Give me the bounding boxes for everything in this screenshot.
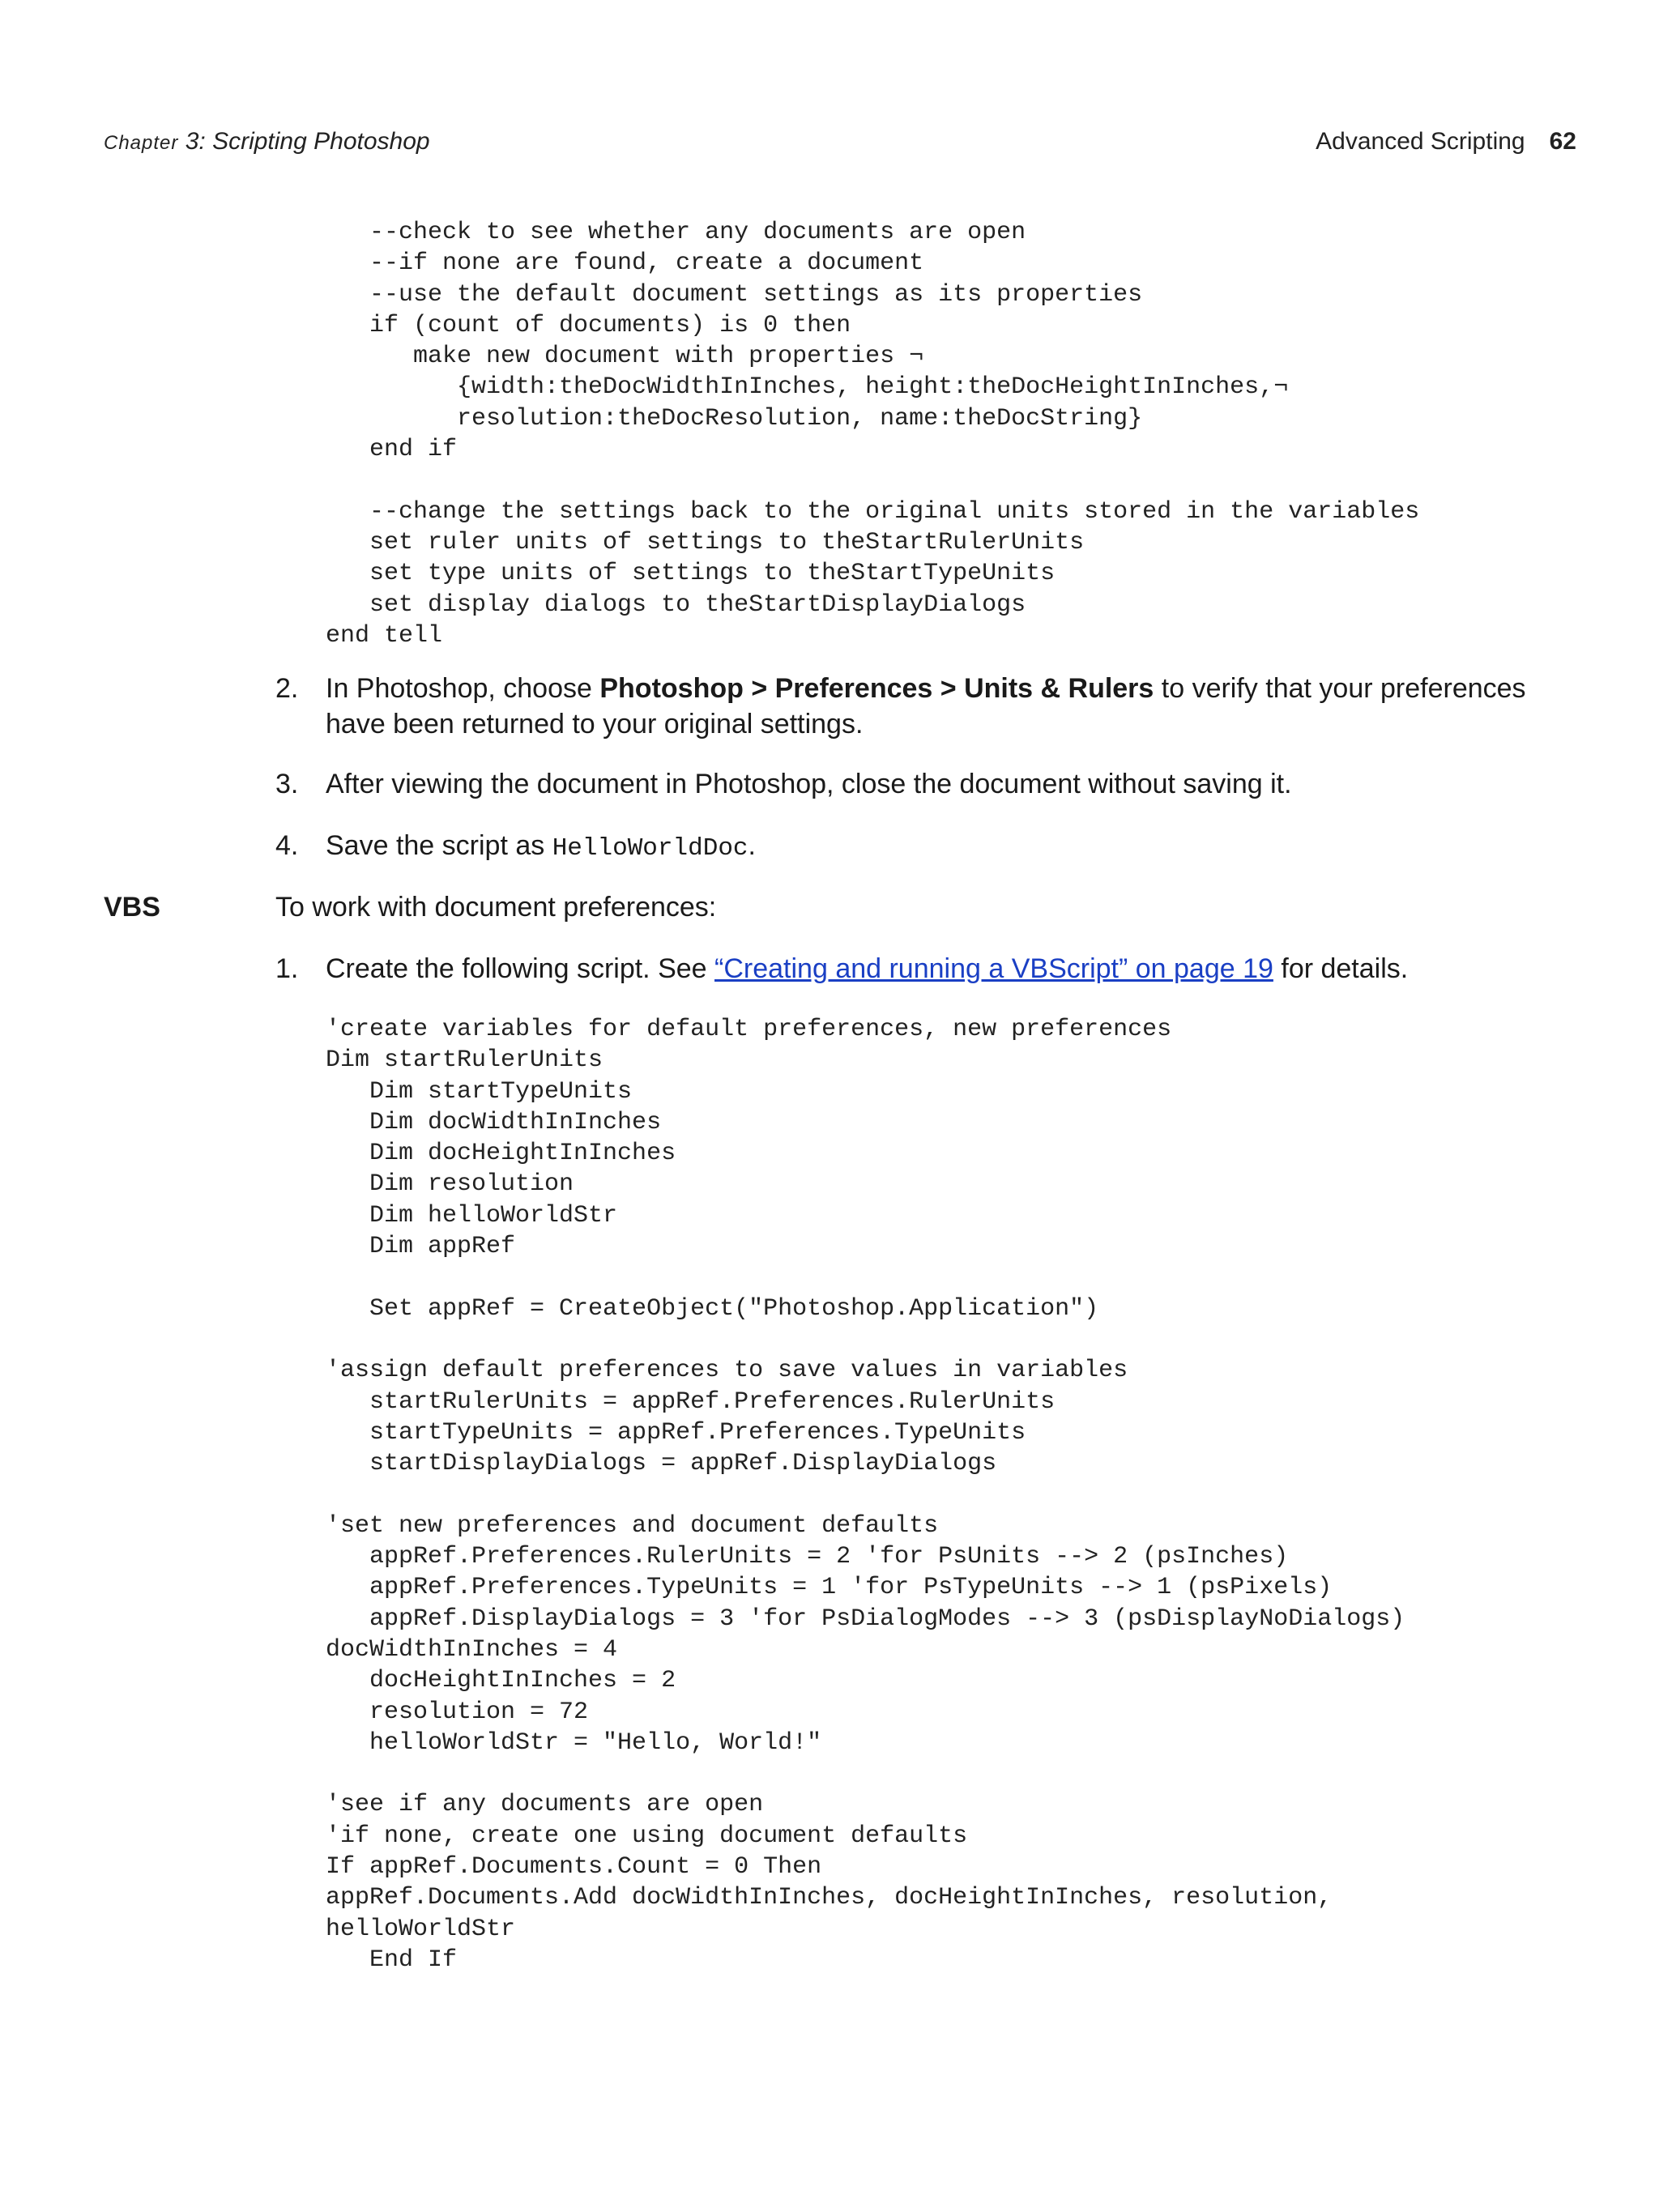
step-text: In Photoshop, choose Photoshop > Preferences > Units & Rulers to verify that your preferences have been returned to your original settings. (326, 673, 1526, 739)
code-line: Dim docHeightInInches (326, 1140, 676, 1168)
vbs-intro: To work with document preferences: (275, 892, 717, 923)
applescript-code-block (326, 217, 1419, 651)
chapter-header (104, 128, 430, 156)
code-line: 'assign default preferences to save values in variables (326, 1357, 1128, 1385)
code-line: appRef.Preferences.RulerUnits = 2 'for PsUnits --> 2 (psInches) (326, 1543, 1289, 1571)
vbs-section-label: VBS (104, 892, 160, 923)
code-line: 'set new preferences and document defaults (326, 1511, 939, 1540)
code-line: --check to see whether any documents are open (326, 219, 1026, 246)
code-line (326, 467, 369, 494)
code-line: set type units of settings to theStartTypeUnits (326, 560, 1056, 588)
code-line: If appRef.Documents.Count = 0 Then (326, 1853, 822, 1882)
step-4 (275, 828, 1588, 867)
code-line: resolution = 72 (326, 1698, 589, 1726)
code-line: 'if none, create one using document defaults (326, 1822, 968, 1850)
code-line: end if (326, 436, 458, 464)
step-number: 3. (275, 769, 299, 799)
code-line: set display dialogs to theStartDisplayDialogs (326, 590, 1026, 619)
code-line: 'create variables for default preferences, new preferences (326, 1016, 1172, 1043)
chapter-label: Chapter (104, 132, 179, 154)
page-number: 62 (1549, 128, 1576, 155)
step-3 (275, 766, 1588, 802)
code-line: startDisplayDialogs = appRef.DisplayDialogs (326, 1450, 997, 1478)
code-line: end tell (326, 621, 443, 650)
code-line: Dim helloWorldStr (326, 1201, 618, 1230)
chapter-title: 3: Scripting Photoshop (178, 128, 430, 155)
code-line: docWidthInInches = 4 (326, 1635, 618, 1664)
code-line: appRef.DisplayDialogs = 3 'for PsDialogModes --> 3 (psDisplayNoDialogs) (326, 1605, 1405, 1633)
vbs-step-1 (275, 951, 1588, 987)
code-line: set ruler units of settings to theStartRulerUnits (326, 528, 1085, 556)
step-text: After viewing the document in Photoshop, close the document without saving it. (326, 769, 1292, 799)
code-line: appRef.Preferences.TypeUnits = 1 'for PsTypeUnits --> 1 (psPixels) (326, 1574, 1333, 1602)
code-line: startTypeUnits = appRef.Preferences.TypeUnits (326, 1418, 1026, 1447)
vbscript-code-block (326, 1014, 1405, 1975)
code-line: Dim resolution (326, 1170, 574, 1199)
code-line: {width:theDocWidthInInches, height:theDocHeightInInches,¬ (326, 373, 1289, 402)
code-line: make new document with properties ¬ (326, 343, 924, 371)
step-text: Save the script as HelloWorldDoc. (326, 830, 756, 863)
code-line: Set appRef = CreateObject("Photoshop.Application") (326, 1294, 1099, 1323)
step-text: Create the following script. See “Creating and running a VBScript” on page 19 for details. (326, 953, 1409, 984)
step-number: 1. (275, 953, 299, 984)
code-line: --use the default document settings as its properties (326, 280, 1143, 309)
code-line: resolution:theDocResolution, name:theDocString} (326, 404, 1143, 433)
code-line: End If (326, 1946, 458, 1974)
step-number: 2. (275, 673, 299, 704)
code-line: startRulerUnits = appRef.Preferences.RulerUnits (326, 1387, 1056, 1416)
code-line: appRef.Documents.Add docWidthInInches, docHeightInInches, resolution, (326, 1884, 1333, 1912)
section-title: Advanced Scripting (1316, 128, 1525, 155)
code-line: Dim appRef (326, 1233, 516, 1261)
code-line: helloWorldStr (326, 1915, 516, 1943)
code-line: Dim docWidthInInches (326, 1108, 662, 1136)
code-line: --if none are found, create a document (326, 249, 924, 278)
code-line: Dim startTypeUnits (326, 1077, 633, 1106)
code-line: --change the settings back to the original units stored in the variables (326, 497, 1420, 526)
vbscript-page-link[interactable]: “Creating and running a VBScript” on page 19 (714, 953, 1273, 984)
menu-path: Photoshop > Preferences > Units & Rulers (599, 673, 1154, 704)
step-number: 4. (275, 830, 299, 861)
code-line: helloWorldStr = "Hello, World!" (326, 1728, 822, 1757)
section-header (1316, 128, 1576, 156)
script-name: HelloWorldDoc (552, 834, 748, 863)
code-line: Dim startRulerUnits (326, 1046, 603, 1075)
code-line: docHeightInInches = 2 (326, 1667, 676, 1695)
code-line: if (count of documents) is 0 then (326, 311, 851, 339)
code-line: 'see if any documents are open (326, 1791, 764, 1819)
step-2 (275, 671, 1588, 742)
